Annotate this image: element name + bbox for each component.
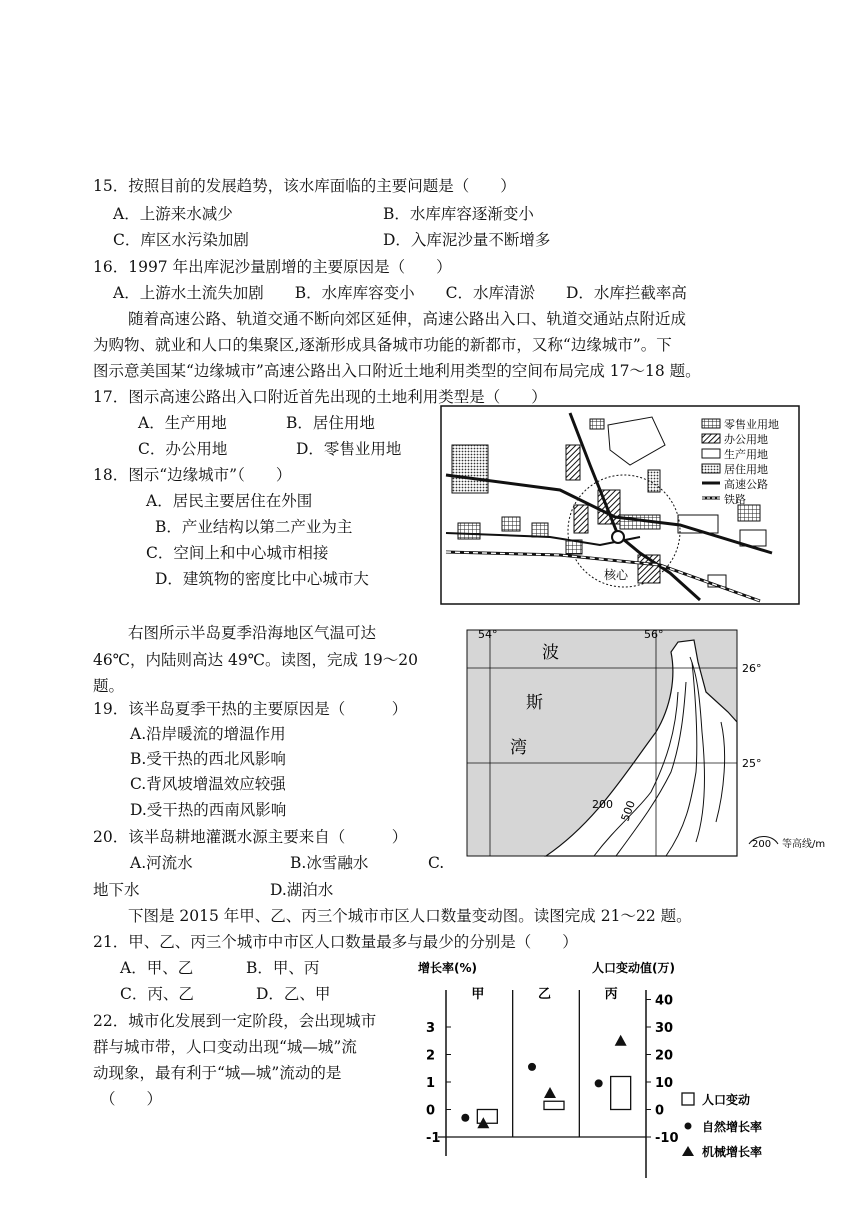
population-change-chart (410, 958, 790, 1180)
right-tick-label: 10 (655, 1076, 674, 1091)
migration-rate-point-丙 (615, 1035, 627, 1046)
q19-option-c[interactable]: C.背风坡增温效应较强 (130, 775, 286, 793)
map2-legend-text: 等高线/m (782, 839, 826, 850)
map2-lat2: 25° (742, 757, 762, 770)
left-tick-label: -1 (426, 1131, 441, 1146)
q19-option-d[interactable]: D.受干热的西南风影响 (130, 801, 287, 819)
q15-stem: 15．按照目前的发展趋势，该水库面临的主要问题是（ ） (93, 177, 516, 195)
q17-option-b[interactable]: B．居住用地 (286, 414, 375, 432)
q20-option-c-text: 地下水 (93, 881, 140, 899)
q18-stem: 18．图示“边缘城市”（ ） (93, 466, 292, 484)
q19-option-a[interactable]: A.沿岸暖流的增温作用 (130, 725, 286, 743)
legend-railway: 铁路 (724, 493, 746, 506)
map1-interchange (612, 531, 624, 543)
q17-option-c[interactable]: C．办公用地 (138, 440, 228, 458)
q22-line1: 22．城市化发展到一定阶段，会出现城市 (93, 1012, 377, 1030)
q20-option-a[interactable]: A.河流水 (130, 854, 193, 872)
q15-option-b[interactable]: B．水库库容逐渐变小 (383, 205, 534, 223)
map2-sea-char1: 波 (542, 643, 559, 663)
legend-series-circle: 自然增长率 (702, 1120, 763, 1134)
q17-option-d[interactable]: D．零售业用地 (296, 440, 402, 458)
map1-core-label: 核心 (604, 568, 629, 582)
category-label: 甲 (471, 987, 485, 1002)
map2-lon1: 54° (478, 628, 498, 641)
peninsula-map (466, 622, 856, 868)
q21-option-c[interactable]: C．丙、乙 (120, 985, 194, 1003)
q22-line4: （ ） (100, 1090, 163, 1108)
left-tick-label: 1 (426, 1076, 436, 1091)
map2-contour-500: 500 (618, 798, 639, 824)
map2-lon2: 56° (644, 628, 664, 641)
left-tick-label: 2 (426, 1048, 436, 1064)
left-axis-label: 增长率(%) (418, 961, 477, 975)
q19-stem: 19．该半岛夏季干热的主要原因是（ ） (93, 700, 408, 718)
category-label: 乙 (538, 987, 552, 1002)
q18-option-a[interactable]: A．居民主要居住在外围 (146, 492, 313, 510)
right-axis-label: 人口变动值(万) (592, 961, 675, 975)
map2-sea-char2: 斯 (526, 693, 543, 713)
legend-triangle-swatch (682, 1146, 694, 1156)
legend-production: 生产用地 (724, 448, 768, 461)
q15-option-a[interactable]: A．上游来水减少 (113, 205, 233, 223)
q21-option-b[interactable]: B．甲、丙 (246, 959, 320, 977)
passage2-line1: 右图所示半岛夏季沿海地区气温可达 (128, 624, 377, 642)
right-tick-label: 40 (655, 993, 674, 1009)
legend-circle-swatch (685, 1123, 692, 1130)
map1-residential-area (452, 445, 488, 493)
left-tick-label: 0 (426, 1103, 436, 1119)
map1-retail-area (590, 419, 604, 429)
natural-rate-point-乙 (528, 1063, 536, 1071)
passage2-line2: 46℃，内陆则高达 49℃。读图，完成 19～20 (93, 651, 418, 669)
left-tick-label: 3 (426, 1021, 436, 1036)
legend-office: 办公用地 (724, 433, 768, 446)
q15-option-c[interactable]: C．库区水污染加剧 (113, 231, 249, 249)
map2-legend-value: 200 (752, 839, 772, 850)
edge-city-map (440, 405, 800, 605)
map2-sea-char3: 湾 (510, 738, 527, 758)
legend-retail: 零售业用地 (724, 418, 779, 431)
q18-option-c[interactable]: C．空间上和中心城市相接 (146, 544, 329, 562)
q21-stem: 21．甲、乙、丙三个城市中市区人口数量最多与最少的分别是（ ） (93, 933, 578, 951)
chart-legend (682, 1092, 762, 1159)
right-tick-label: -10 (655, 1131, 679, 1146)
bar-甲 (477, 1110, 497, 1124)
map1-office-area (566, 445, 580, 480)
legend-highway: 高速公路 (724, 478, 768, 491)
q22-line2: 群与城市带，人口变动出现“城—城”流 (93, 1038, 357, 1056)
passage3: 下图是 2015 年甲、乙、丙三个城市市区人口数量变动图。读图完成 21～22 题。 (128, 907, 692, 925)
migration-rate-point-乙 (544, 1087, 556, 1098)
category-label: 丙 (604, 987, 618, 1002)
q21-option-a[interactable]: A．甲、乙 (120, 959, 194, 977)
q20-option-c[interactable]: C. (428, 854, 445, 872)
q22-line3: 动现象，最有利于“城—城”流动的是 (93, 1064, 342, 1082)
q21-option-d[interactable]: D．乙、甲 (256, 985, 331, 1003)
right-tick-label: 30 (655, 1021, 674, 1036)
map2-lat1: 26° (742, 662, 762, 675)
q16-options[interactable]: A．上游水土流失加剧 B．水库库容变小 C．水库清淤 D．水库拦截率高 (113, 284, 687, 302)
natural-rate-point-丙 (595, 1079, 603, 1087)
right-tick-label: 0 (655, 1103, 665, 1119)
natural-rate-point-甲 (461, 1114, 469, 1122)
q17-option-a[interactable]: A．生产用地 (138, 414, 227, 432)
q20-stem: 20．该半岛耕地灌溉水源主要来自（ ） (93, 828, 408, 846)
q17-stem: 17．图示高速公路出入口附近首先出现的土地利用类型是（ ） (93, 388, 547, 406)
map2-contour-200: 200 (592, 798, 613, 811)
q16-stem: 16．1997 年出库泥沙量剧增的主要原因是（ ） (93, 258, 452, 276)
passage1-line2: 为购物、就业和人口的集聚区,逐渐形成具备城市功能的新都市，又称“边缘城市”。下 (93, 336, 672, 354)
bar-丙 (611, 1077, 631, 1110)
legend-series-bar: 人口变动 (702, 1093, 751, 1107)
passage1-line3: 图示意美国某“边缘城市”高速公路出入口附近土地利用类型的空间布局完成 17～18 题。 (93, 362, 701, 380)
legend-residential: 居住用地 (724, 463, 768, 476)
right-tick-label: 20 (655, 1048, 674, 1064)
bar-乙 (544, 1101, 564, 1109)
legend-series-triangle: 机械增长率 (702, 1145, 763, 1159)
q15-option-d[interactable]: D．入库泥沙量不断增多 (383, 231, 551, 249)
q18-option-d[interactable]: D．建筑物的密度比中心城市大 (155, 570, 369, 588)
q20-option-b[interactable]: B.冰雪融水 (290, 854, 369, 872)
q18-option-b[interactable]: B．产业结构以第二产业为主 (155, 518, 353, 536)
legend-bar-swatch (682, 1093, 694, 1105)
q19-option-b[interactable]: B.受干热的西北风影响 (130, 750, 286, 768)
passage1-line1: 随着高速公路、轨道交通不断向郊区延伸，高速公路出入口、轨道交通站点附近成 (128, 310, 687, 328)
q20-option-d[interactable]: D.湖泊水 (270, 881, 334, 899)
passage2-line3: 题。 (93, 677, 125, 695)
